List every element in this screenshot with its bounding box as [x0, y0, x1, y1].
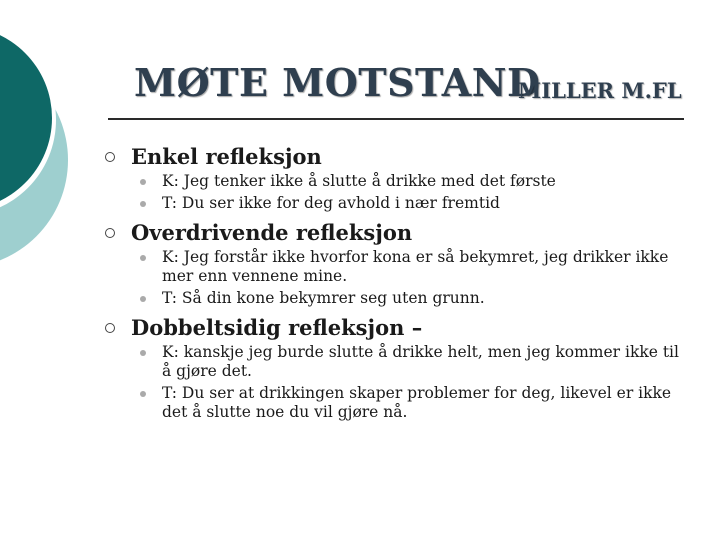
- ring-bullet-icon: [105, 323, 115, 333]
- topic-point-text: K: Jeg tenker ikke å slutte å drikke med det første: [162, 172, 556, 190]
- topic-point: [104, 384, 689, 422]
- topic-heading: [104, 313, 689, 343]
- topic-point: [104, 172, 689, 191]
- ring-bullet-icon: [105, 152, 115, 162]
- topic-point: [104, 194, 689, 213]
- topic-heading: [104, 218, 689, 248]
- topic-point: [104, 343, 689, 381]
- bullet-content: [104, 142, 689, 427]
- dot-bullet-icon: [140, 391, 146, 397]
- dot-bullet-icon: [140, 296, 146, 302]
- topic-points: [104, 172, 689, 213]
- topic-point-text: K: Jeg forstår ikke hvorfor kona er så bekymret, jeg drikker ikke mer enn vennene mine.: [162, 248, 669, 285]
- slide-title: MØTE MOTSTAND: [134, 60, 541, 105]
- dot-bullet-icon: [140, 350, 146, 356]
- topic-point-text: T: Du ser ikke for deg avhold i nær fremtid: [162, 194, 500, 212]
- title-block: [134, 60, 694, 110]
- ring-bullet-icon: [105, 228, 115, 238]
- topic-points: [104, 248, 689, 308]
- topic-point: [104, 248, 689, 286]
- decorative-circles: [0, 0, 120, 300]
- topic-heading-text: Dobbeltsidig refleksjon –: [131, 315, 423, 340]
- topic-heading-text: Overdrivende refleksjon: [131, 220, 413, 245]
- topic-point: [104, 289, 689, 308]
- topic-point-text: K: kanskje jeg burde slutte å drikke helt, men jeg kommer ikke til å gjøre det.: [162, 343, 679, 380]
- title-divider: [108, 118, 684, 120]
- topic-heading: [104, 142, 689, 172]
- topic-point-text: T: Så din kone bekymrer seg uten grunn.: [162, 289, 485, 307]
- topic-point-text: T: Du ser at drikkingen skaper problemer for deg, likevel er ikke det å slutte noe du vil gjøre nå.: [162, 384, 672, 421]
- topic-heading-text: Enkel refleksjon: [131, 144, 322, 169]
- dot-bullet-icon: [140, 255, 146, 261]
- topic-points: [104, 343, 689, 422]
- slide-subtitle: MILLER M.FL: [518, 78, 682, 103]
- dot-bullet-icon: [140, 201, 146, 207]
- dot-bullet-icon: [140, 179, 146, 185]
